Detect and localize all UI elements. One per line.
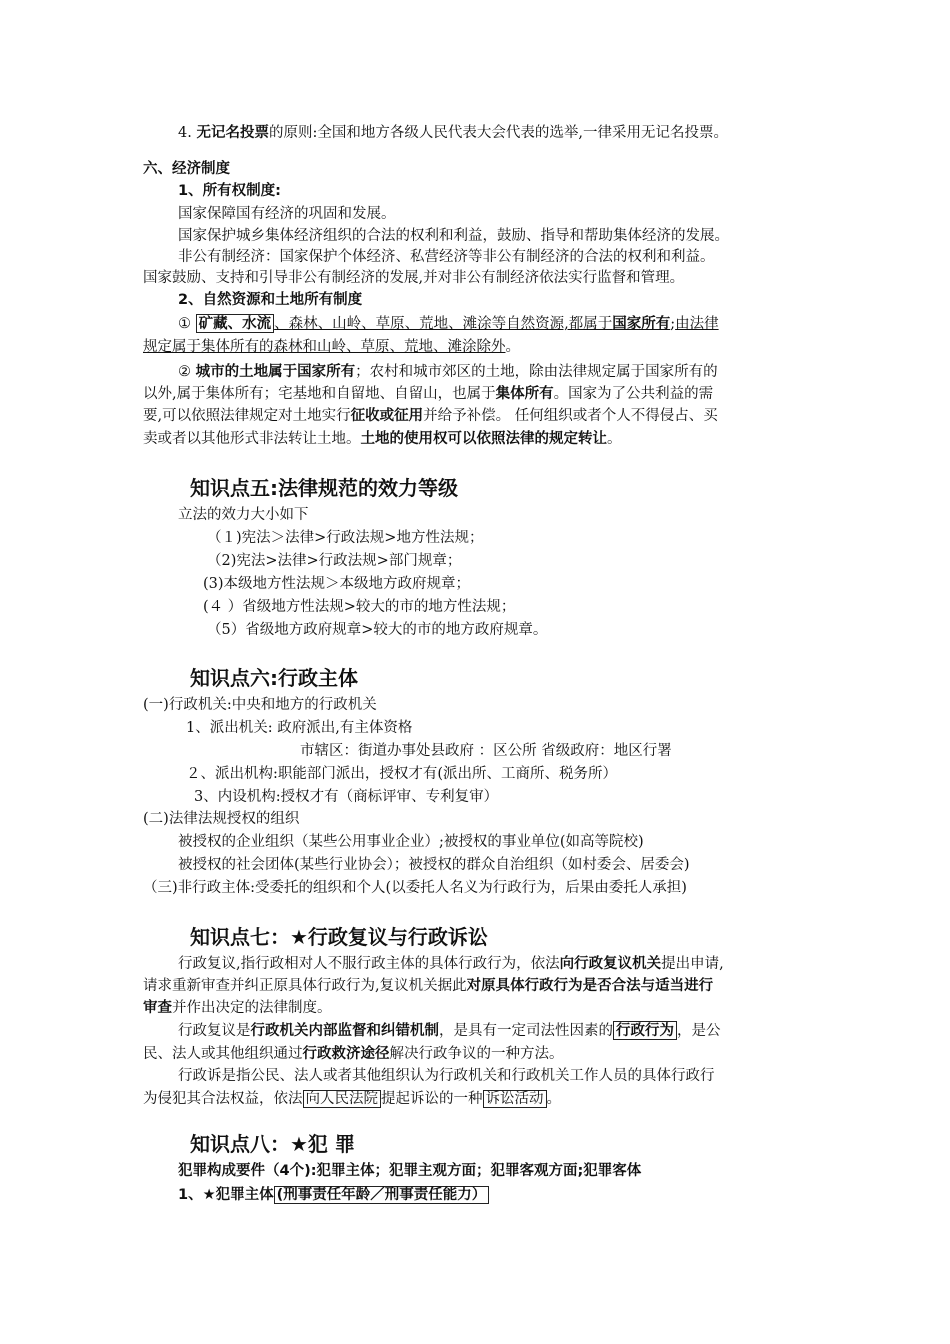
paragraph-line: (一)行政机关:中央和地方的行政机关	[143, 697, 377, 713]
paragraph-line	[178, 1184, 489, 1206]
bold-term: 行政救济途径	[302, 1045, 390, 1062]
bold-term: 审查	[143, 999, 172, 1016]
boxed-term: 诉讼活动	[483, 1090, 547, 1108]
paragraph-line	[143, 428, 622, 450]
heading-k7: 知识点七：★行政复议与行政诉讼	[190, 925, 488, 949]
text: ，是具有一定司法性因素的	[439, 1023, 613, 1039]
paragraph-line: 被授权的社会团体(某些行业协会）；被授权的群众自治组织（如村委会、居委会)	[178, 857, 690, 873]
paragraph-line	[143, 405, 718, 427]
text: 为侵犯其合法权益，依法	[143, 1091, 303, 1107]
bold-term: 集体所有	[495, 385, 554, 402]
paragraph-line: 立法的效力大小如下	[178, 507, 309, 523]
text: 民、法人或其他组织通过	[143, 1046, 303, 1062]
paragraph-line	[143, 336, 520, 358]
boxed-term: 行政行为	[613, 1021, 677, 1040]
list-item: (3)本级地方性法规＞本级地方政府规章；	[203, 576, 471, 592]
circled-number: ①	[178, 316, 191, 332]
paragraph-line: ２、派出机构:职能部门派出，授权才有(派出所、工商所、税务所）	[186, 766, 618, 782]
bold-term: 国家所有	[612, 315, 671, 332]
text: 并作出决定的法律制度。	[172, 1000, 332, 1016]
circled-number: ②	[178, 364, 191, 380]
paragraph-line: 国家保障国有经济的巩固和发展。	[178, 206, 396, 222]
text: 1、★犯罪主体	[178, 1187, 274, 1203]
paragraph-line	[178, 361, 718, 383]
text: 以外,属于集体所有；宅基地和自留地、自留山，也属于	[143, 386, 496, 402]
bold-term: 城市的土地属于国家所有	[195, 363, 356, 380]
list-item: (４ ）省级地方性法规>较大的市的地方性法规；	[203, 599, 516, 615]
underlined-text: 规定属于集体所有的森林和山岭、草原、荒地、滩涂除外	[143, 339, 506, 355]
text: 提出申请,	[661, 956, 724, 972]
paragraph-line: (二)法律法规授权的组织	[143, 811, 300, 827]
paragraph-line	[178, 953, 724, 975]
text: 请求重新审查并纠正原具体行政行为,复议机关据此	[143, 978, 467, 994]
text: 。	[546, 1091, 561, 1107]
paragraph-line: 犯罪构成要件（4个):犯罪主体；犯罪主观方面；犯罪客观方面;犯罪客体	[178, 1163, 642, 1179]
paragraph-line: （三)非行政主体:受委托的组织和个人(以委托人名义为行政行为，后果由委托人承担)	[143, 880, 687, 896]
paragraph-line	[143, 1088, 561, 1110]
bold-term: 向行政复议机关	[559, 955, 662, 972]
text: 提起诉讼的一种	[381, 1091, 483, 1107]
item-bold-term: 无记名投票	[196, 124, 269, 141]
text: 卖或者以其他形式非法转让土地。	[143, 431, 361, 447]
section-title-economic-system: 六、经济制度	[143, 161, 230, 177]
text: ；农村和城市郊区的土地，除由法律规定属于国家所有的	[355, 364, 718, 380]
heading-k5: 知识点五:法律规范的效力等级	[190, 476, 458, 500]
text: 行政复议是	[178, 1023, 251, 1039]
text: 。国家为了公共利益的需	[553, 386, 714, 402]
bold-term: 行政机关内部监督和纠错机制	[250, 1022, 439, 1039]
heading-k6: 知识点六:行政主体	[190, 666, 358, 690]
subsection-natural-resources: 2、自然资源和土地所有制度	[178, 292, 363, 308]
punctuation: 。	[505, 339, 520, 355]
text: 要,可以依照法律规定对土地实行	[143, 408, 351, 424]
paragraph-line	[143, 383, 713, 405]
item-secret-ballot	[178, 122, 728, 144]
separator: ;	[670, 316, 676, 332]
boxed-term: 向人民法院	[303, 1090, 382, 1108]
text: 。	[607, 431, 622, 447]
item-text: 的原则:全国和地方各级人民代表大会代表的选举,一律采用无记名投票。	[268, 125, 728, 141]
text: ，是公	[677, 1023, 721, 1039]
paragraph-line: 1、派出机关: 政府派出,有主体资格	[186, 720, 413, 736]
paragraph-line: 被授权的企业组织（某些公用事业企业）;被授权的事业单位(如高等院校)	[178, 834, 644, 850]
list-item: （5）省级地方政府规章>较大的市的地方政府规章。	[207, 622, 548, 638]
paragraph-line	[143, 975, 713, 997]
paragraph-line	[143, 1043, 564, 1065]
bold-term: 对原具体行政行为是否合法与适当进行	[466, 977, 714, 994]
paragraph-line: 3、内设机构:授权才有（商标评审、专利复审）	[194, 789, 499, 805]
paragraph-line: 市辖区：街道办事处县政府 ：区公所 省级政府：地区行署	[300, 743, 672, 759]
paragraph-line: 行政诉是指公民、法人或者其他组织认为行政机关和行政机关工作人员的具体行政行	[178, 1068, 715, 1084]
paragraph-line: 非公有制经济：国家保护个体经济、私营经济等非公有制经济的合法的权利和利益。	[178, 249, 715, 265]
heading-k8: 知识点八：★犯 罪	[190, 1132, 355, 1156]
text: 并给予补偿。 任何组织或者个人不得侵占、买	[423, 408, 718, 424]
text: 行政复议,指行政相对人不服行政主体的具体行政行为，依法	[178, 956, 560, 972]
list-item: （１)宪法＞法律>行政法规>地方性法规；	[207, 530, 484, 546]
list-item: （2)宪法>法律>行政法规>部门规章；	[207, 553, 462, 569]
bold-term: 征收或征用	[350, 407, 424, 424]
subsection-ownership: 1、所有权制度:	[178, 183, 281, 199]
paragraph-line	[143, 997, 332, 1019]
underlined-text: 由法律	[675, 316, 719, 332]
item-number: 4.	[178, 125, 192, 141]
boxed-term: (刑事责任年龄／刑事责任能力）	[274, 1186, 490, 1204]
text: 解决行政争议的一种方法。	[389, 1046, 564, 1062]
paragraph-line: 国家鼓励、支持和引导非公有制经济的发展,并对非公有制经济依法实行监督和管理。	[143, 270, 685, 286]
paragraph-line	[178, 1020, 721, 1042]
underlined-text: 、森林、山岭、草原、荒地、滩涂等自然资源,都属于	[274, 316, 613, 332]
paragraph-line: 国家保护城乡集体经济组织的合法的权利和利益，鼓励、指导和帮助集体经济的发展。	[178, 228, 729, 244]
bold-term: 土地的使用权可以依照法律的规定转让	[360, 430, 607, 447]
boxed-term: 矿藏、水流	[196, 314, 275, 333]
paragraph-line	[178, 313, 719, 335]
